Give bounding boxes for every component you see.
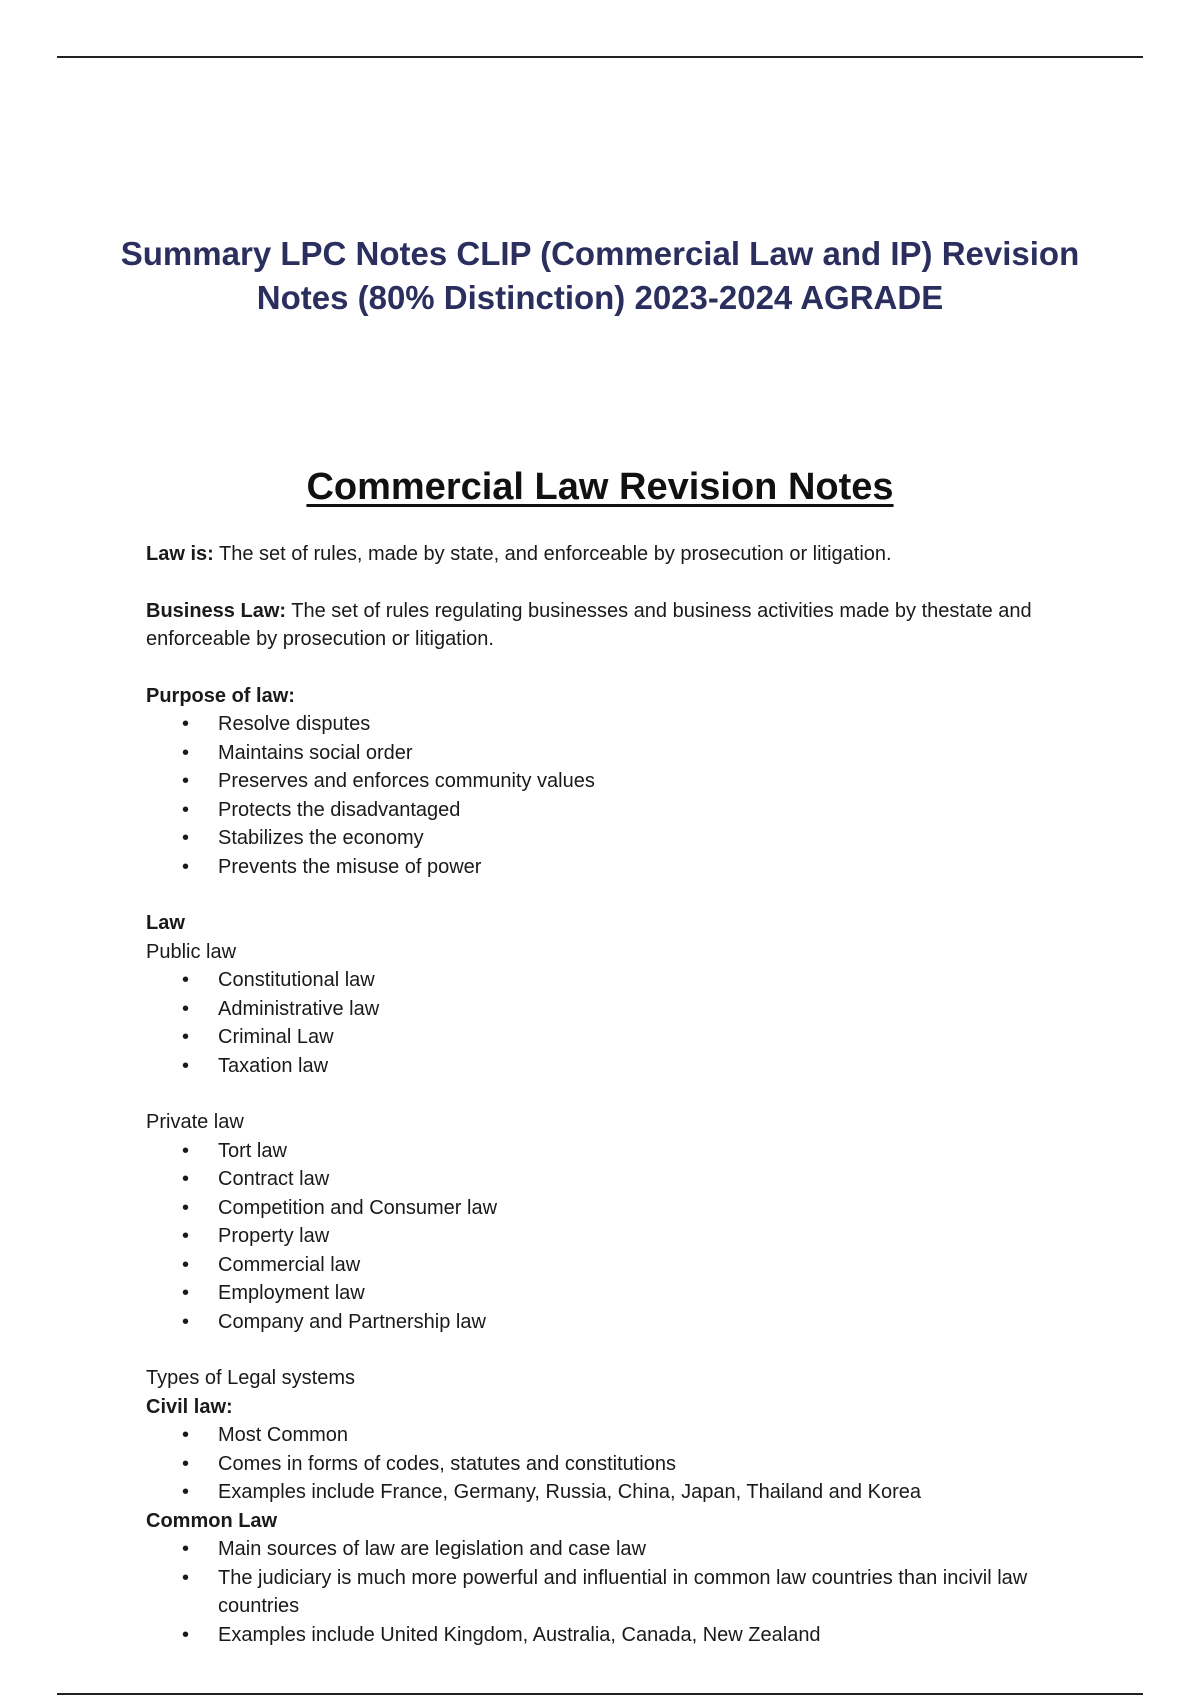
list-item: • Stabilizes the economy (146, 824, 1046, 853)
list-item: • Most Common (146, 1421, 1046, 1450)
common-law-list (146, 1535, 1046, 1649)
list-item: • Maintains social order (146, 739, 1046, 768)
list-item: • Property law (146, 1222, 1046, 1251)
list-item: • Criminal Law (146, 1023, 1046, 1052)
list-item: • Contract law (146, 1165, 1046, 1194)
list-item: • Commercial law (146, 1251, 1046, 1280)
summary-title (100, 232, 1100, 320)
business-law-label: Business Law: (146, 599, 287, 622)
types-heading: Types of Legal systems (146, 1367, 355, 1389)
business-law-text: The set of rules regulating businesses and business activities made by thestate and enforceable by prosecution or litigation. (146, 599, 1032, 650)
list-item: • Constitutional law (146, 966, 1046, 995)
civil-law-heading: Civil law: (146, 1395, 233, 1418)
list-item: • The judiciary is much more powerful and influential in common law countries than incivil law countries (146, 1564, 1046, 1621)
list-item: • Protects the disadvantaged (146, 796, 1046, 825)
list-item: • Preserves and enforces community values (146, 767, 1046, 796)
list-item: • Employment law (146, 1279, 1046, 1308)
list-item: • Prevents the misuse of power (146, 853, 1046, 882)
list-item: • Examples include United Kingdom, Australia, Canada, New Zealand (146, 1621, 1046, 1650)
top-rule (57, 56, 1143, 58)
law-is-label: Law is: (146, 543, 214, 565)
common-law-heading: Common Law (146, 1509, 278, 1532)
section-title: Commercial Law Revision Notes (306, 466, 894, 508)
civil-law-list (146, 1421, 1046, 1507)
document-body (146, 540, 1046, 1649)
summary-title-line-2: Notes (80% Distinction) 2023-2024 AGRADE (256, 279, 944, 316)
list-item: • Taxation law (146, 1052, 1046, 1081)
public-law-heading: Public law (146, 940, 237, 963)
private-law-heading: Private law (146, 1111, 244, 1133)
business-law-definition (146, 597, 1046, 654)
list-item: • Administrative law (146, 995, 1046, 1024)
list-item: • Company and Partnership law (146, 1308, 1046, 1337)
list-item: • Competition and Consumer law (146, 1194, 1046, 1223)
bottom-rule (57, 1693, 1143, 1695)
law-is-text: The set of rules, made by state, and enforceable by prosecution or litigation. (213, 543, 892, 565)
purpose-list (146, 710, 1046, 881)
list-item: • Comes in forms of codes, statutes and constitutions (146, 1450, 1046, 1479)
private-law-list (146, 1137, 1046, 1337)
list-item: • Examples include France, Germany, Russia, China, Japan, Thailand and Korea (146, 1478, 1046, 1507)
list-item: • Tort law (146, 1137, 1046, 1166)
purpose-heading: Purpose of law: (146, 684, 295, 707)
law-is-definition (146, 540, 1046, 569)
public-law-list (146, 966, 1046, 1080)
law-heading: Law (146, 912, 185, 934)
list-item: • Resolve disputes (146, 710, 1046, 739)
list-item: • Main sources of law are legislation and case law (146, 1535, 1046, 1564)
summary-title-line-1: Summary LPC Notes CLIP (Commercial Law and IP) Revision (120, 235, 1080, 272)
